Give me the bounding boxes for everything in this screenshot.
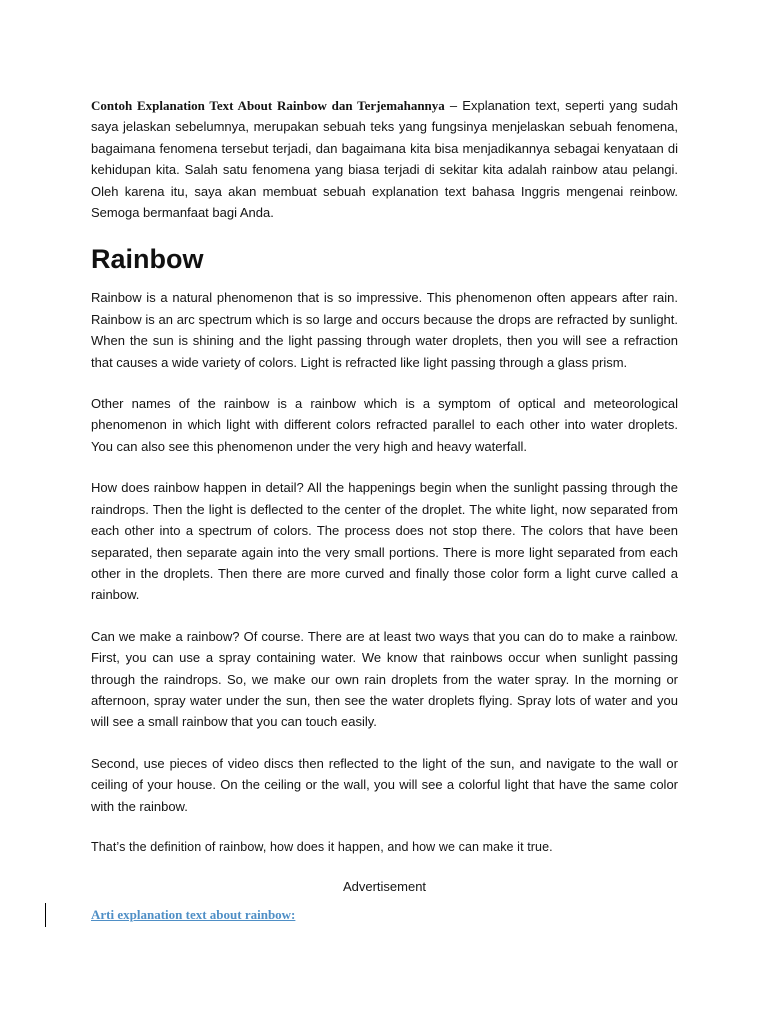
paragraph-2: Other names of the rainbow is a rainbow which is a symptom of optical and meteorological phenomenon in which light with different colors refracted parallel to each other into water droplets. You can also see this phenomenon under the very high and heavy waterfall. [91,396,678,454]
text-cursor [45,903,46,927]
intro-lead: Contoh Explanation Text About Rainbow dan Terjemahannya [91,98,445,113]
document-content [91,95,678,925]
advertisement-label: Advertisement [342,879,427,895]
intro-paragraph [91,95,678,223]
paragraph-3: How does rainbow happen in detail? All the happenings begin when the sunlight passing through the raindrops. Then the light is deflected to the center of the droplet. The white light, now separated from each other into a spectrum of colors. The process does not stop there. The colors that have been separated, then separate again into the very small portions. There is more light separated from each other in the droplets. Then there are more curved and finally those color form a light curve called a rainbow. [91,480,678,603]
intro-body: – Explanation text, seperti yang sudah saya jelaskan sebelumnya, merupakan sebuah teks yang fungsinya menjelaskan sebuah fenomena, bagaimana fenomena tersebut terjadi, dan bagaimana kita bisa menjadikannya sebagai kenyataan di kehidupan kita. Salah satu fenomena yang biasa terjadi di sekitar kita adalah rainbow atau pelangi. Oleh karena itu, saya akan membuat sebuah explanation text bahasa Inggris mengenai reinbow. Semoga bermanfaat bagi Anda. [91,98,678,221]
paragraph-1: Rainbow is a natural phenomenon that is so impressive. This phenomenon often appears after rain. Rainbow is an arc spectrum which is so large and occurs because the drops are refracted by sunlight. When the sun is shining and the light passing through water droplets, then you will see a refraction that causes a wide variety of colors. Light is refracted like light passing through a glass prism. [91,290,678,370]
page-title: Rainbow [91,244,204,275]
closing-sentence: That’s the definition of rainbow, how does it happen, and how we can make it true. [91,839,553,854]
paragraph-5: Second, use pieces of video discs then reflected to the light of the sun, and navigate to the wall or ceiling of your house. On the ceiling or the wall, you will see a colorful light that have the same color with the rainbow. [91,755,678,814]
translation-subheading: Arti explanation text about rainbow: [91,906,296,922]
paragraph-4: Can we make a rainbow? Of course. There are at least two ways that you can do to make a rainbow. First, you can use a spray containing water. We know that rainbows occur when sunlight passing through the raindrops. So, we make our own rain droplets from the water spray. In the morning or afternoon, spray water under the sun, then see the water droplets flying. Spray lots of water and you will see a small rainbow that you can touch easily. [91,628,678,730]
